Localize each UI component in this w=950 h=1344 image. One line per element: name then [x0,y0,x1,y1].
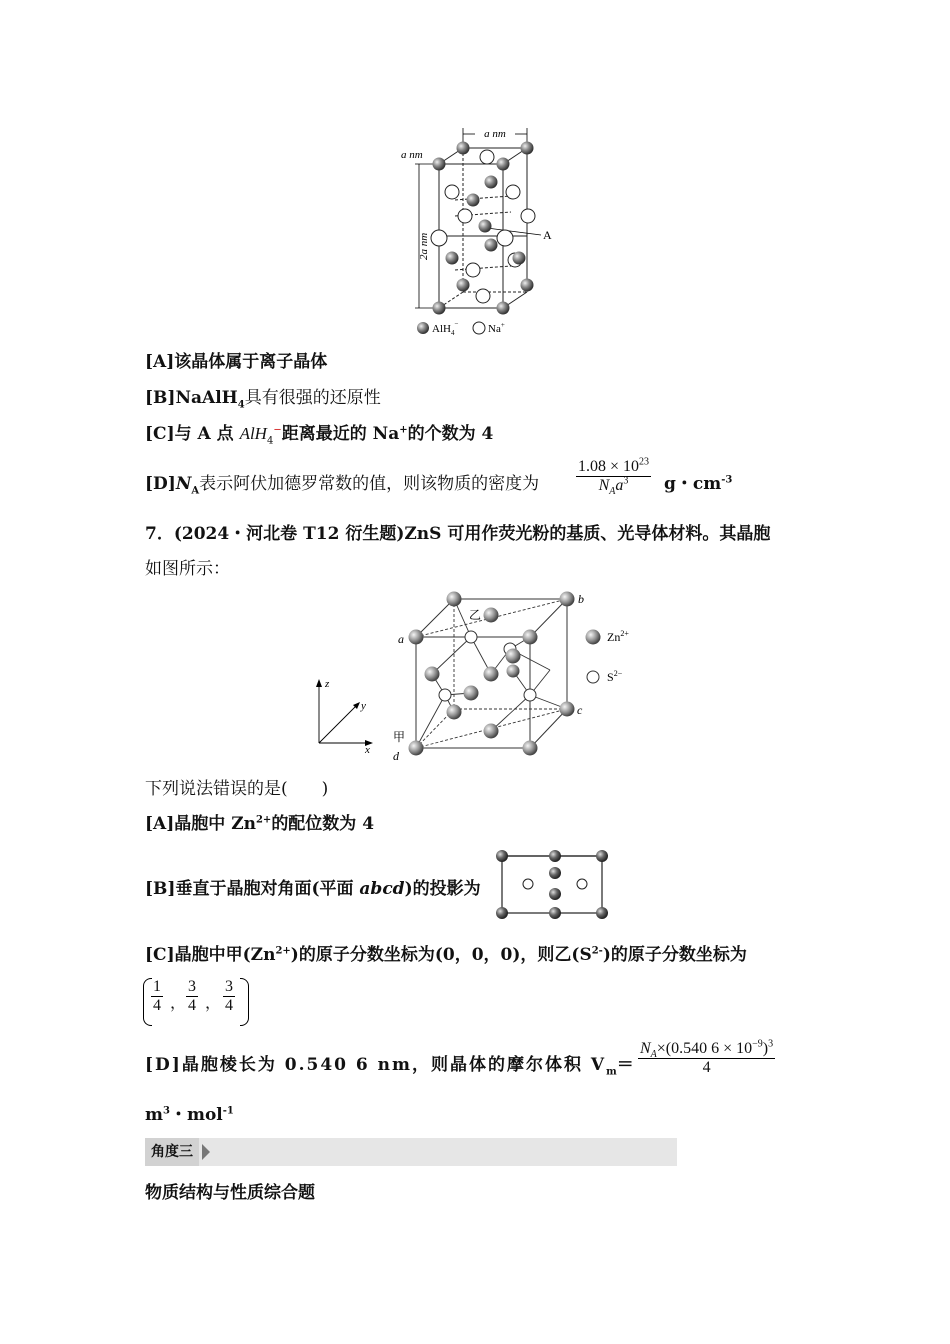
projection-diagram [492,846,614,920]
q7-stem-line1: 7．(2024・河北卷 T12 衍生题)ZnS 可用作荧光粉的基质、光导体材料。其晶胞 [145,524,771,544]
label-yi: 乙 [469,608,482,622]
axis-y: y [361,700,366,712]
dim-2a: 2a nm [418,232,430,260]
q7-question: 下列说法错误的是( ) [145,779,329,799]
q7-stem-line2: 如图所示： [145,559,230,579]
legend-na: Na+ [488,321,505,335]
q6-option-b: [B]NaAlH$_4$具有很强的还原性 [145,388,381,411]
label-jia: 甲 [393,730,406,744]
section-bar [145,1138,677,1166]
q7-molar-volume-fraction: $\frac{N_A\times(0.540 6 \times 10^{-9})^3}{4}$ [640,1038,774,1076]
q6-density-fraction: $1.08 \times 10^{23}$ $N_Aa^3$ [578,456,650,498]
dim-a-left: a nm [401,149,423,161]
q7-option-d-unit: $m^3$・mol$^{-1}$ [145,1105,234,1125]
axis-x: x [365,744,370,756]
q6-option-c: [C]与 A 点 AlH$_4$−距离最近的 Na+的个数为 4 [145,424,494,447]
q7-option-a: [A]晶胞中 $Zn^{2+}$的配位数为 4 [145,814,375,834]
zns-unit-cell-figure [305,585,655,770]
label-d: d [393,749,399,763]
section-tag: 角度三 [145,1138,199,1166]
point-A-label: A [543,228,552,242]
q7-option-d: [D]晶胞棱长为 0.540 6 nm，则晶体的摩尔体积 $V_m=$ [145,1055,636,1078]
q7-option-b: [B]垂直于晶胞对角面(平面 abcd)的投影为 [145,879,481,899]
q6-option-d: $[D]N_A$表示阿伏加德罗常数的值，则该物质的密度为 [145,474,540,497]
legend-zn: $Zn^{2+}$ [607,629,629,644]
label-b: b [578,592,584,606]
section-arrow-icon [202,1144,210,1160]
legend-alh4: AlH$_4$− [432,320,459,337]
q7-option-c-line1: [C]晶胞中甲$(Zn^{2+})$的原子分数坐标为(0，0，0)，则乙$(S^{2-})$的原子分数坐标为 [145,945,747,965]
legend-s: $S^{2-}$ [607,669,623,684]
q7-option-c-coordinate: $\frac{1}{4}$ ， $\frac{3}{4}$ ， $\frac{3}{4}$ [143,976,253,1028]
dim-a-top: a nm [484,128,506,140]
label-c: c [577,703,583,717]
q6-option-a: [A]该晶体属于离子晶体 [145,352,328,372]
section-title: 物质结构与性质综合题 [145,1183,315,1203]
naalh4-unit-cell-figure [395,120,565,340]
axis-z: z [325,678,330,690]
q6-density-unit: g・$cm^{-3}$ [664,474,733,494]
label-a: a [398,632,404,646]
